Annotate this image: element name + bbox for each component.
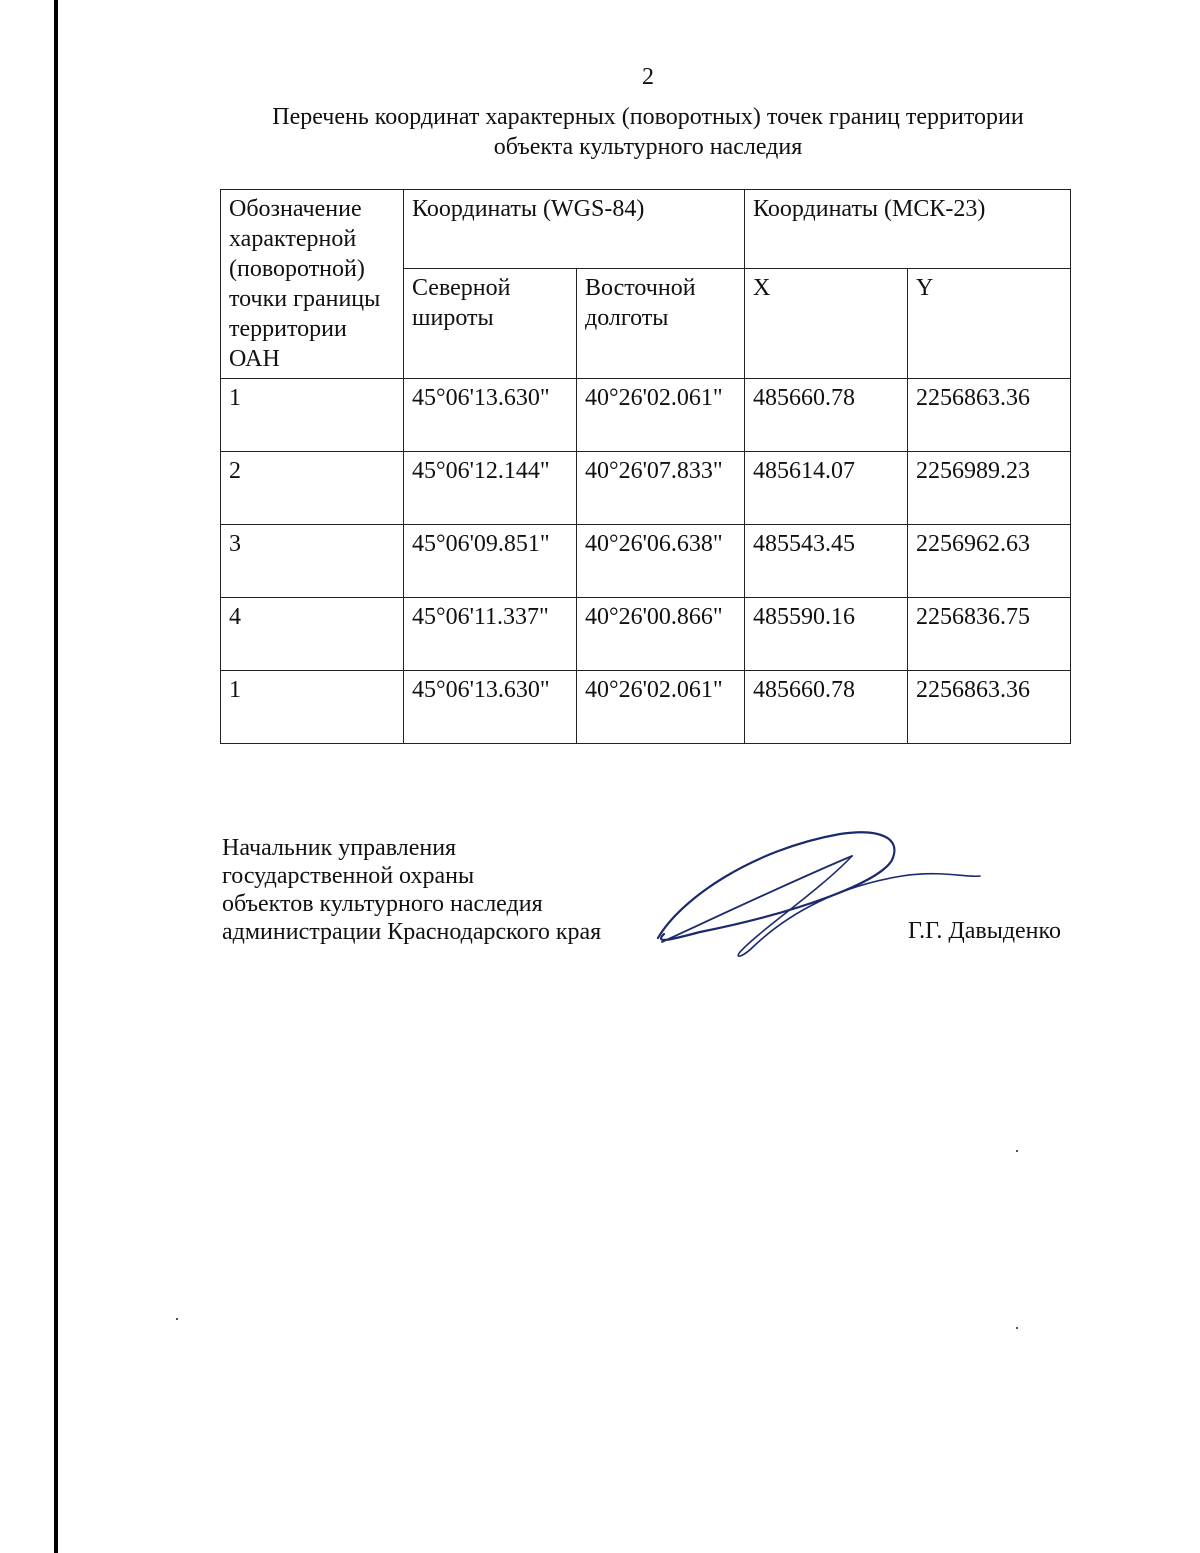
cell-point: 4 xyxy=(221,598,404,671)
cell-point: 1 xyxy=(221,671,404,744)
document-title-line-2: объекта культурного наследия xyxy=(493,134,803,160)
header-y: Y xyxy=(908,268,1071,378)
scan-speck xyxy=(1016,1150,1018,1152)
cell-longitude: 40°26'07.833" xyxy=(577,452,745,525)
cell-longitude: 40°26'00.866" xyxy=(577,598,745,671)
page-number: 2 xyxy=(642,64,654,90)
cell-x: 485590.16 xyxy=(745,598,908,671)
cell-y: 2256962.63 xyxy=(908,525,1071,598)
cell-y: 2256863.36 xyxy=(908,671,1071,744)
cell-latitude: 45°06'09.851" xyxy=(404,525,577,598)
cell-latitude: 45°06'11.337" xyxy=(404,598,577,671)
table-row xyxy=(221,379,1071,452)
cell-latitude: 45°06'12.144" xyxy=(404,452,577,525)
scan-speck xyxy=(1016,1327,1018,1329)
page-left-edge-rule xyxy=(54,0,58,1553)
cell-point: 1 xyxy=(221,379,404,452)
signatory-position-line-4: администрации Краснодарского края xyxy=(222,919,602,945)
table-row xyxy=(221,598,1071,671)
cell-latitude: 45°06'13.630" xyxy=(404,671,577,744)
header-latitude: Северной широты xyxy=(404,268,577,378)
cell-point: 2 xyxy=(221,452,404,525)
cell-point: 3 xyxy=(221,525,404,598)
cell-y: 2256863.36 xyxy=(908,379,1071,452)
signatory-position-line-3: объектов культурного наследия xyxy=(222,891,543,917)
cell-latitude: 45°06'13.630" xyxy=(404,379,577,452)
coordinates-table xyxy=(220,189,1071,744)
cell-longitude: 40°26'06.638" xyxy=(577,525,745,598)
cell-longitude: 40°26'02.061" xyxy=(577,379,745,452)
cell-x: 485614.07 xyxy=(745,452,908,525)
signatory-position-line-1: Начальник управления xyxy=(222,835,457,861)
signatory-name: Г.Г. Давыденко xyxy=(908,918,1061,944)
header-point-designation: Обозначение характерной (поворотной) точки границы территории ОАН xyxy=(221,190,404,379)
table-header-row xyxy=(221,190,1071,269)
document-title xyxy=(200,102,1096,162)
cell-x: 485543.45 xyxy=(745,525,908,598)
header-wgs84: Координаты (WGS-84) xyxy=(404,190,745,269)
cell-y: 2256836.75 xyxy=(908,598,1071,671)
cell-longitude: 40°26'02.061" xyxy=(577,671,745,744)
signatory-position-line-2: государственной охраны xyxy=(222,863,475,889)
cell-x: 485660.78 xyxy=(745,671,908,744)
document-title-line-1: Перечень координат характерных (поворотных) точек границ территории xyxy=(272,104,1024,130)
cell-x: 485660.78 xyxy=(745,379,908,452)
table-row xyxy=(221,452,1071,525)
header-msk23: Координаты (МСК-23) xyxy=(745,190,1071,269)
cell-y: 2256989.23 xyxy=(908,452,1071,525)
table-row xyxy=(221,671,1071,744)
signatory-position xyxy=(222,834,601,946)
table-row xyxy=(221,525,1071,598)
header-x: X xyxy=(745,268,908,378)
scan-speck xyxy=(176,1318,178,1320)
header-longitude: Восточной долготы xyxy=(577,268,745,378)
